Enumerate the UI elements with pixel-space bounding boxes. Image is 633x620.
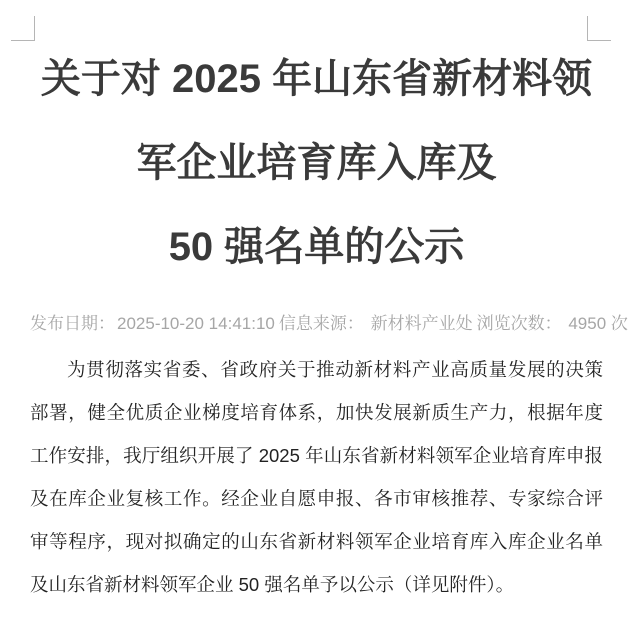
title-line-1: 关于对 2025 年山东省新材料领	[40, 57, 593, 101]
title-line-2: 军企业培育库入库及	[136, 141, 497, 185]
publish-date-label: 发布日期：	[30, 314, 115, 333]
meta-bar	[30, 313, 628, 335]
views-label: 浏览次数：	[476, 314, 562, 333]
source-label: 信息来源：	[278, 314, 364, 333]
views-value: 4950 次	[568, 314, 628, 333]
document-content	[30, 0, 628, 606]
body-paragraph: 为贯彻落实省委、省政府关于推动新材料产业高质量发展的决策部署，健全优质企业梯度培育体系，加快发展新质生产力，根据年度工作安排，我厅组织开展了 2025 年山东省新材料领军企业培育库申报及在库企业复核工作。经企业自愿申报、各市审核推荐、专家综合评审等程序，现对拟确定的山东省新材料领军企业培育库入库企业名单及山东省新材料领军企业 50 强名单予以公示（详见附件）。	[30, 359, 603, 595]
document-title	[30, 0, 603, 289]
title-line-3: 50 强名单的公示	[168, 225, 465, 269]
publish-date-value: 2025-10-20 14:41:10	[117, 314, 275, 333]
source-value: 新材料产业处	[370, 314, 473, 333]
